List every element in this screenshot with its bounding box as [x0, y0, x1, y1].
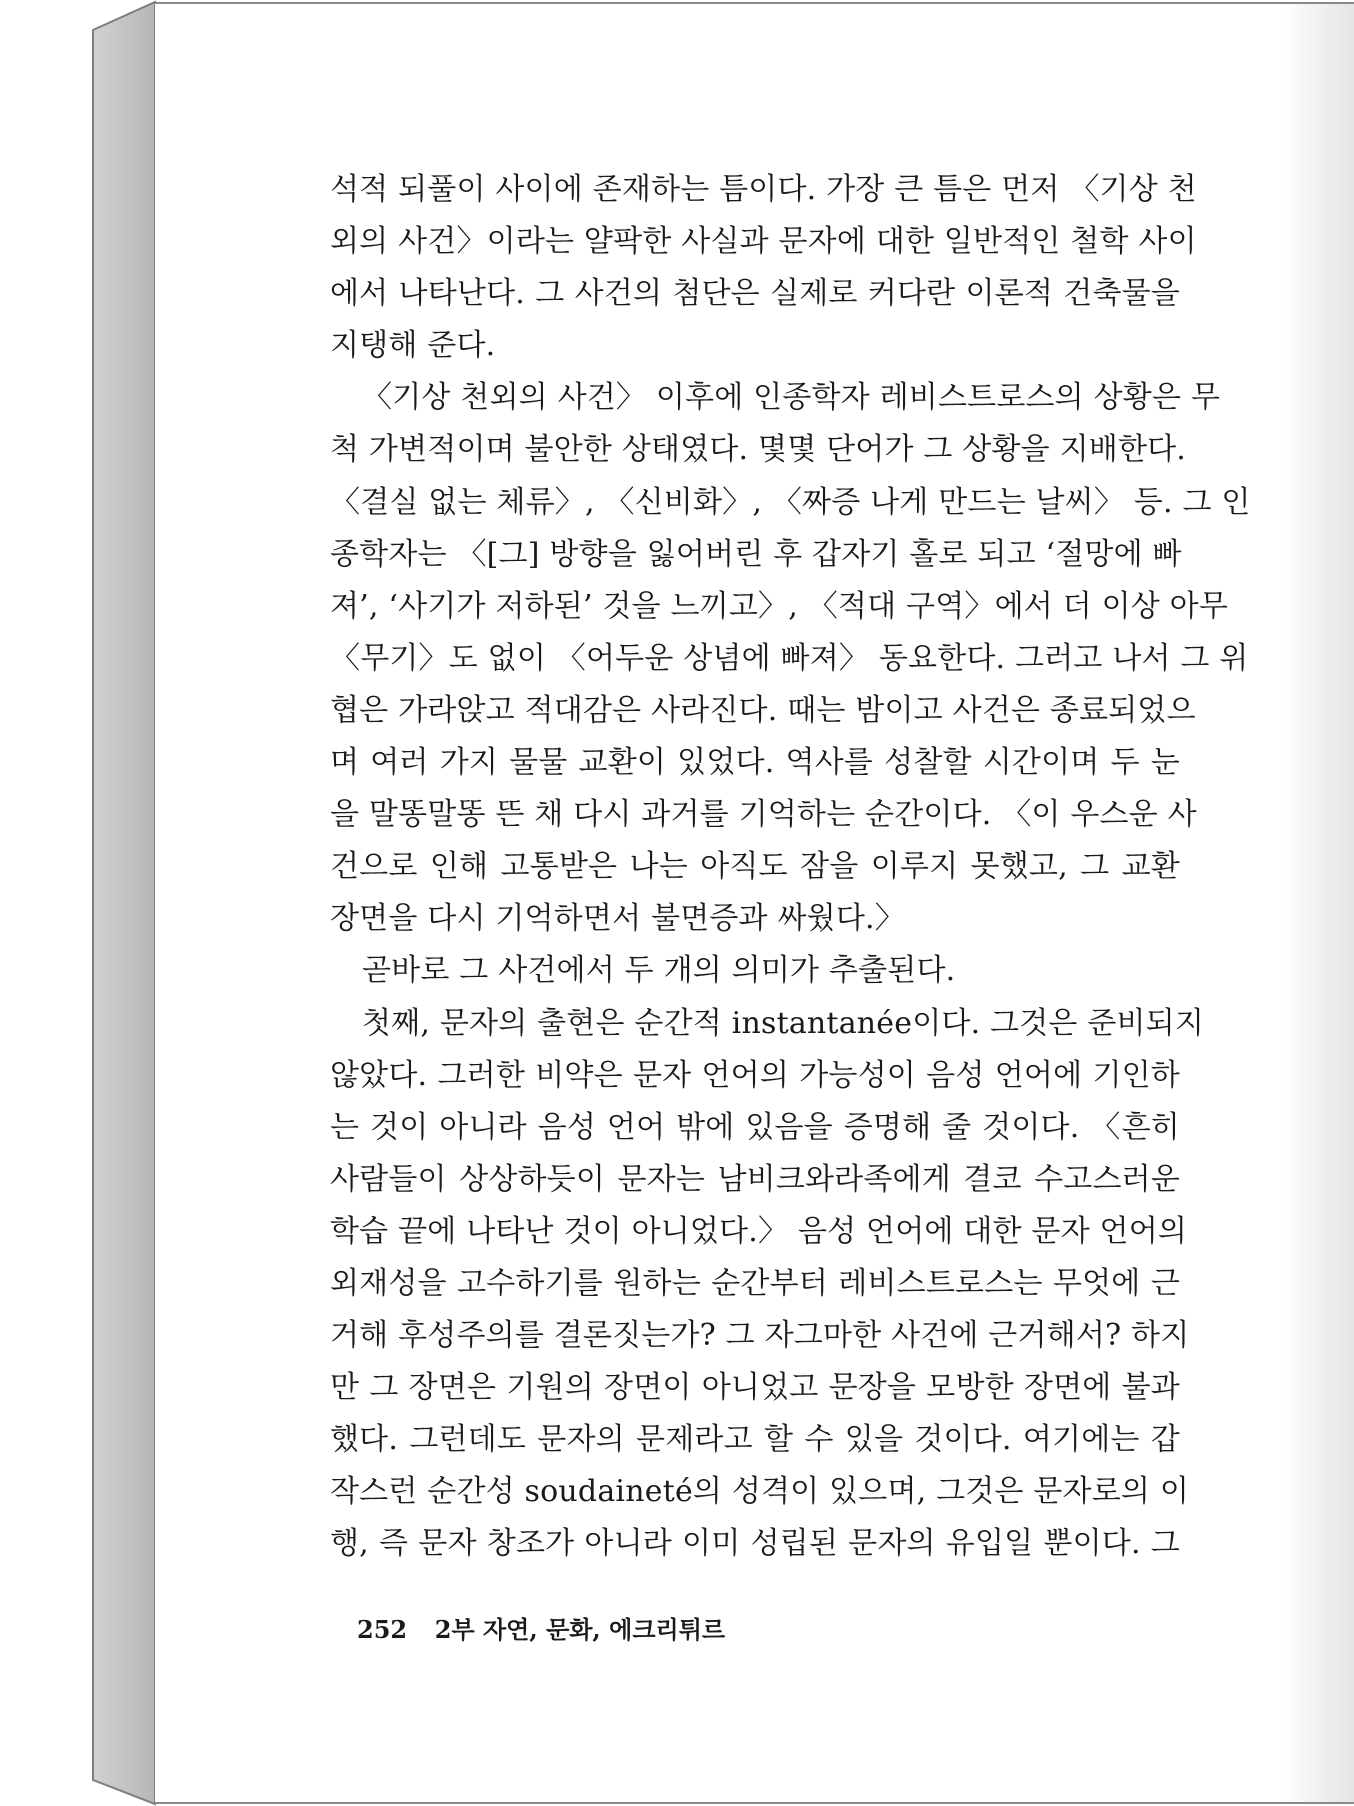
- text-line: 않았다. 그러한 비약은 문자 언어의 가능성이 음성 언어에 기인하: [330, 1057, 1180, 1093]
- book-spine-shape: [0, 0, 160, 1806]
- text-line: 척 가변적이며 불안한 상태였다. 몇몇 단어가 그 상황을 지배한다.: [330, 432, 1187, 468]
- page-footer: [357, 1610, 725, 1645]
- text-line: 장면을 다시 기억하면서 불면증과 싸웠다.〉: [330, 901, 905, 937]
- text-line: 〈무기〉도 없이 〈어두운 상념에 빠져〉 동요한다. 그러고 나서 그 위: [330, 640, 1249, 676]
- text-line: 는 것이 아니라 음성 언어 밖에 있음을 증명해 줄 것이다. 〈흔히: [330, 1109, 1180, 1145]
- text-line: 만 그 장면은 기원의 장면이 아니었고 문장을 모방한 장면에 불과: [330, 1370, 1180, 1406]
- text-line: 학습 끝에 나타난 것이 아니었다.〉 음성 언어에 대한 문자 언어의: [330, 1213, 1188, 1249]
- text-line: 지탱해 준다.: [330, 328, 496, 364]
- text-line: 사람들이 상상하듯이 문자는 남비크와라족에게 결코 수고스러운: [330, 1161, 1180, 1197]
- text-line: 을 말똥말똥 뜬 채 다시 과거를 기억하는 순간이다. 〈이 우스운 사: [330, 797, 1197, 833]
- text-line: 며 여러 가지 물물 교환이 있었다. 역사를 성찰할 시간이며 두 눈: [330, 745, 1180, 781]
- book-spine: [0, 0, 160, 1806]
- text-line: 곧바로 그 사건에서 두 개의 의미가 추출된다.: [362, 953, 956, 989]
- page-number: 252: [357, 1615, 408, 1644]
- running-head: 2부 자연, 문화, 에크리튀르: [434, 1615, 726, 1644]
- text-line: 외재성을 고수하기를 원하는 순간부터 레비스트로스는 무엇에 근: [330, 1265, 1180, 1301]
- book-page: [155, 2, 1354, 1804]
- text-line: 종학자는 〈[그] 방향을 잃어버린 후 갑자기 홀로 되고 ‘절망에 빠: [330, 536, 1182, 572]
- text-line: 외의 사건〉이라는 얄팍한 사실과 문자에 대한 일반적인 철학 사이: [330, 224, 1197, 260]
- text-line: 져’, ‘사기가 저하된’ 것을 느끼고〉, 〈적대 구역〉에서 더 이상 아무: [330, 588, 1229, 624]
- text-line: 〈결실 없는 체류〉, 〈신비화〉, 〈짜증 나게 만드는 날씨〉 등. 그 인: [330, 484, 1251, 520]
- text-line: 석적 되풀이 사이에 존재하는 틈이다. 가장 큰 틈은 먼저 〈기상 천: [330, 172, 1197, 207]
- text-line: 에서 나타난다. 그 사건의 첨단은 실제로 커다란 이론적 건축물을: [330, 276, 1180, 312]
- text-line: 협은 가라앉고 적대감은 사라진다. 때는 밤이고 사건은 종료되었으: [330, 692, 1196, 728]
- body-text: [330, 164, 1330, 1571]
- text-line: 행, 즉 문자 창조가 아니라 이미 성립된 문자의 유입일 뿐이다. 그: [330, 1526, 1180, 1562]
- text-line: 거해 후성주의를 결론짓는가? 그 자그마한 사건에 근거해서? 하지: [330, 1318, 1190, 1354]
- text-line: 첫째, 문자의 출현은 순간적 instantanée이다. 그것은 준비되지: [362, 1005, 1205, 1041]
- text-line: 작스런 순간성 soudaineté의 성격이 있으며, 그것은 문자로의 이: [330, 1474, 1190, 1510]
- text-line: 〈기상 천외의 사건〉 이후에 인종학자 레비스트로스의 상황은 무: [362, 380, 1221, 416]
- text-line: 했다. 그런데도 문자의 문제라고 할 수 있을 것이다. 여기에는 갑: [330, 1422, 1180, 1458]
- text-line: 건으로 인해 고통받은 나는 아직도 잠을 이루지 못했고, 그 교환: [330, 849, 1180, 885]
